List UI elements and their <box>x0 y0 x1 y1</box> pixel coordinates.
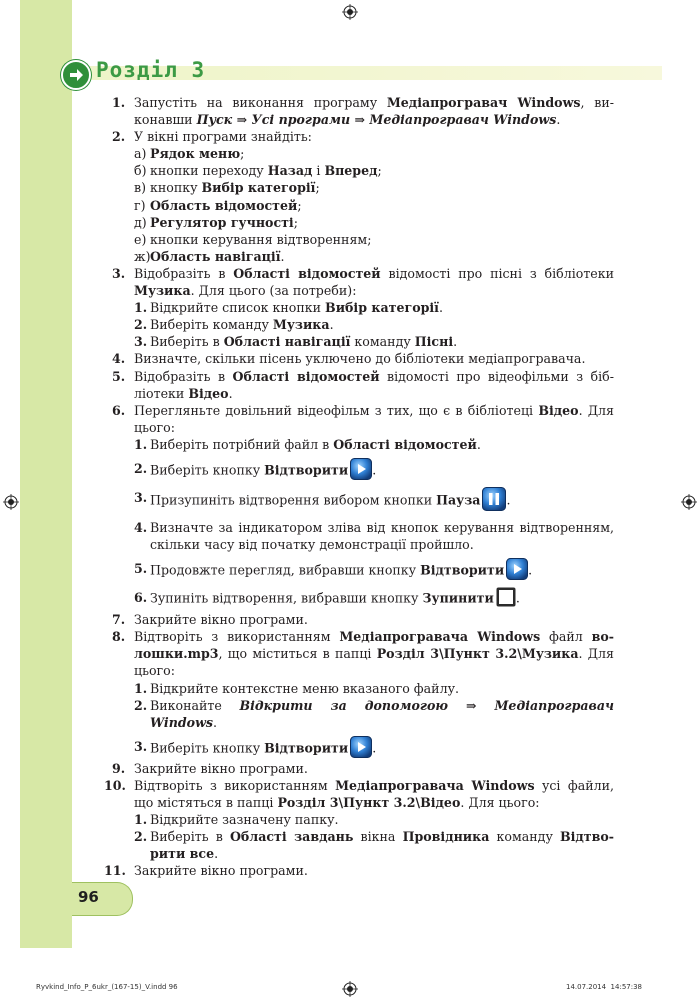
sub-item: в) кнопку Вибір категорії; <box>134 180 320 196</box>
list-item: 1. Запустіть на виконання програму Медіапрогравач Windows, виконавши Пуск ⇒ Усі програми ⇒ Медіапрогравач Windows. <box>112 95 614 128</box>
list-item: 5. Відобразіть в Області відомостей відомості про відеофільми з бібліотеки Відео. <box>112 368 614 401</box>
sub-item: д) Регулятор гучності; <box>134 214 298 230</box>
list-item: 8. Відтворіть з використанням Медіапрогравача Windows файл волошки.mp3, що міститься в папці Розділ 3\Пункт 3.2\Музика. Для цього: <box>112 629 614 679</box>
sub-item: 2. Виберіть в Області завдань вікна Провідника команду Відтворити все. <box>134 829 614 862</box>
registration-mark-icon <box>3 494 19 510</box>
sub-item: 3. Виберіть кнопку Відтворити . <box>112 738 614 760</box>
sub-item: г) Область відомостей; <box>134 197 302 213</box>
play-button-icon <box>506 558 528 580</box>
list-item: 7. Закрийте вікно програми. <box>112 612 308 628</box>
sub-item: 3. Виберіть в Області навігації команду Пісні. <box>134 334 458 350</box>
sub-item: 4. Визначте за індикатором зліва від кнопок керування відтворенням, скільки часу від початку демонстрації пройшло. <box>134 519 614 553</box>
registration-mark-icon <box>342 4 358 20</box>
task-list <box>104 94 615 879</box>
sub-item: 1. Виберіть потрібний файл в Області відомостей. <box>134 436 481 452</box>
list-item: 10. Відтворіть з використанням Медіапрогравача Windows усі файли, що містяться в папці Розділ 3\Пункт 3.2\Відео. Для цього: <box>104 777 614 810</box>
registration-mark-icon <box>681 494 697 510</box>
list-item: 9. Закрийте вікно програми. <box>112 760 308 776</box>
sub-item: 6. Зупиніть відтворення, вибравши кнопку Зупинити . <box>112 589 614 611</box>
sub-item: 2. Виберіть команду Музика. <box>134 317 334 333</box>
sub-item: 2. Виконайте Відкрити за допомогою ⇒ Медіапрогравач Windows. <box>134 697 614 730</box>
play-button-icon <box>350 736 372 758</box>
sub-item: а) Рядок меню; <box>134 146 245 162</box>
play-button-icon <box>350 458 372 480</box>
stop-button-icon <box>496 587 516 607</box>
list-item: 4. Визначте, скільки пісень уключено до бібліотеки медіапрогравача. <box>112 351 586 367</box>
sub-item: б) кнопки переходу Назад і Вперед; <box>134 163 382 179</box>
footer-file-name: Rуvkind_Info_P_6ukr_(167-15)_V.indd 96 <box>36 983 178 991</box>
list-item: 2. У вікні програми знайдіть: <box>112 129 312 145</box>
sub-item: ж) Область навігації. <box>134 248 285 264</box>
arrow-right-icon <box>61 60 91 90</box>
list-item: 3. Відобразіть в Області відомостей відомості про пісні з бібліотеки Музика. Для цього (за потреби): <box>112 265 615 299</box>
sub-item: е) кнопки керування відтворенням; <box>134 231 372 247</box>
margin-strip <box>20 0 72 948</box>
list-item: 6. Перегляньте довільний відеофільм з тих, що є в бібліотеці Відео. Для цього: <box>112 402 614 435</box>
sub-item: 1. Відкрийте контекстне меню вказаного файлу. <box>134 680 459 696</box>
list-item: 11. Закрийте вікно програми. <box>104 863 308 879</box>
sub-item: 1. Відкрийте список кнопки Вибір категорії. <box>134 300 443 316</box>
sub-item: 3. Призупиніть відтворення вибором кнопки Пауза . <box>112 489 614 513</box>
registration-mark-icon <box>342 981 358 997</box>
sub-item: 2. Виберіть кнопку Відтворити . <box>112 460 614 482</box>
sub-item: 1. Відкрийте зазначену папку. <box>134 812 339 828</box>
sub-item: 5. Продовжте перегляд, вибравши кнопку Відтворити . <box>112 560 614 582</box>
page-number: 96 <box>78 888 99 906</box>
section-heading: Розділ 3 <box>96 58 206 82</box>
pause-button-icon <box>482 487 506 511</box>
footer-timestamp: 14.07.2014 14:57:38 <box>566 983 642 991</box>
